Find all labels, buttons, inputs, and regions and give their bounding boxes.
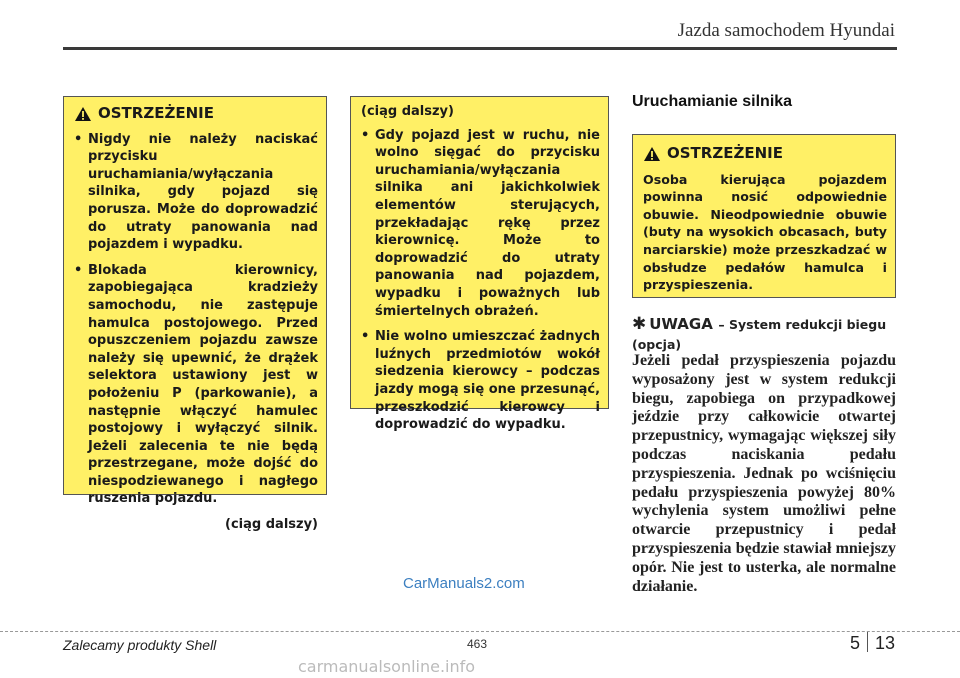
warning-bullet: • Blokada kierownicy, zapobiegająca kradzieży samochodu, nie zastępuje hamulca postojowego. Przed opuszczeniem pojazdu zawsze należy się upewnić, że drążek selektora ustawiony jest w położeniu P (parkowanie), a następnie włączyć hamulec postojowy i wyłączyć silnik. Jeżeli zalecenia te nie będą przestrzegane, może dojść do niespodziewanego i nagłego ruszenia pojazdu. [74,262,318,508]
header-rule [63,47,897,50]
footer-page-total: 463 [467,637,488,651]
warning-bullet: • Gdy pojazd jest w ruchu, nie wolno sięgać do przycisku uruchamiania/wyłączania silnika ani jakichkolwiek elementów sterujących, przekładając rękę przez kierownicę. Może to doprowadzić do utraty panowania nad pojazdem, wypadku i poważnych lub śmiertelnych obrażeń. [361,127,600,321]
continued-heading: (ciąg dalszy) [361,104,454,119]
note-body: Jeżeli pedał przyspieszenia pojazdu wyposażony jest w system redukcji biegu, zapobiega on przypadkowej jeździe przy całkowicie otwartej przepustnicy, wymagając większej siły podczas naciskania pedału przyspieszenia. Jednak po wciśnięciu pedału przyspieszenia powyżej 80% wychylenia system umożliwi pełne otwarcie przepustnicy i pedał przyspieszenia będzie stawiał mniejszy opór. Nie jest to usterka, ale normalne działanie. [632,352,896,595]
footer-rule [0,631,960,632]
warning-bullet: • Nigdy nie należy naciskać przycisku uruchamiania/wyłączania silnika, gdy pojazd się porusza. Może do doprowadzić do utraty panowania nad pojazdem i wypadku. [74,131,318,254]
warning-title: OSTRZEŻENIE [643,145,887,163]
continued-label: (ciąg dalszy) [225,517,318,533]
note-star-icon: ✱ [632,314,647,334]
section-title: Uruchamianie silnika [632,93,793,110]
warning-box-2 [350,96,609,433]
warning-title: OSTRZEŻENIE [74,105,318,123]
header-title: Jazda samochodem Hyundai [677,20,895,41]
note-heading: ✱ UWAGA – System redukcji biegu (opcja) [632,314,887,352]
warning-box-1 [63,96,327,533]
warning-box-3 [632,134,896,298]
warning-text: Osoba kierująca pojazdem powinna nosić odpowiednie obuwie. Nieodpowiednie obuwie (buty na wysokich obcasach, buty narciarskie) może przeszkadzać w obsłudze pedałów hamulca i przyspieszenia. [643,171,887,293]
watermark-link[interactable]: CarManuals2.com [403,575,525,592]
footer-page-number: 5 13 [849,633,895,653]
footer-left: Zalecamy produkty Shell [63,637,217,653]
warning-triangle-icon [643,146,661,162]
warning-triangle-icon [74,106,92,122]
warning-bullet: • Nie wolno umieszczać żadnych luźnych przedmiotów wokół siedzenia kierowcy – podczas jazdy mogą się one przesunąć, przeszkodzić kierowcy i doprowadzić do wypadku. [361,328,600,434]
bottom-watermark: carmanualsonline.info [298,657,476,676]
